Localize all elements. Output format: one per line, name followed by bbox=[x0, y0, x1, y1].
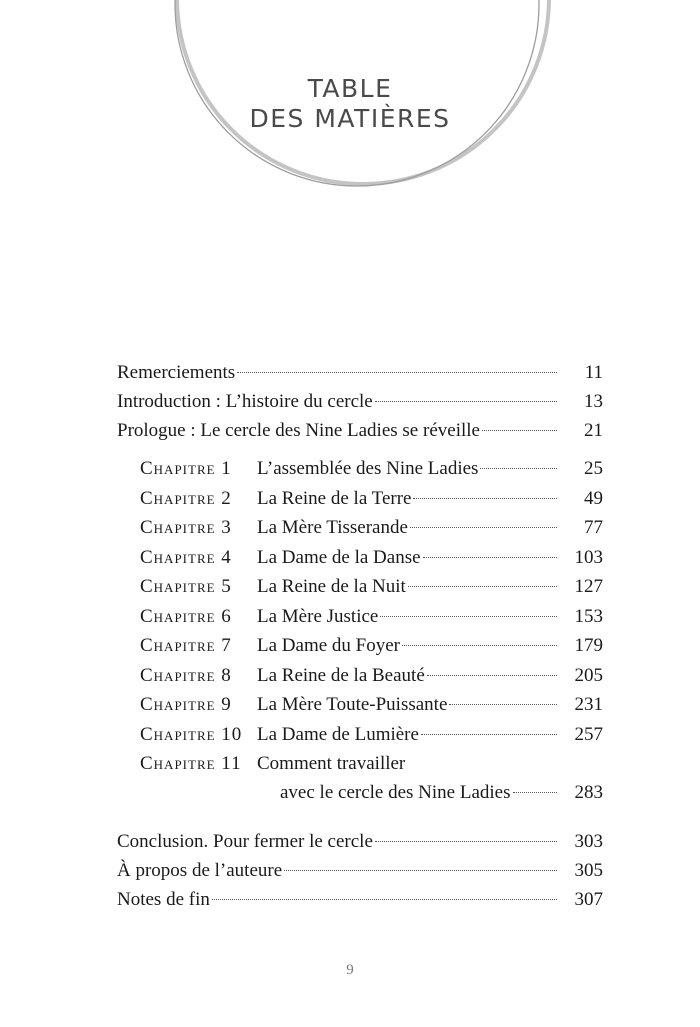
chapter-title: La Reine de la Terre bbox=[257, 487, 412, 509]
dot-leader bbox=[513, 792, 557, 793]
chapter-number: Chapitre 4 bbox=[140, 546, 232, 568]
chapter-title: La Dame de Lumière bbox=[257, 723, 419, 745]
chapter-title: La Reine de la Nuit bbox=[257, 576, 406, 597]
front-matter-list bbox=[117, 358, 603, 445]
page-number: 9 bbox=[346, 962, 354, 978]
toc-entry[interactable] bbox=[117, 827, 603, 856]
chapter-title: La Mère Toute-Puissante bbox=[257, 694, 448, 715]
chapter-page: 103 bbox=[574, 546, 603, 568]
chapter-page: 25 bbox=[584, 458, 603, 479]
chapter-page: 153 bbox=[574, 605, 603, 627]
chapter-title: L’assemblée des Nine Ladies bbox=[257, 458, 479, 479]
entry-page: 303 bbox=[574, 831, 603, 852]
chapter-title-line-2: avec le cercle des Nine Ladies bbox=[280, 782, 511, 803]
toc-entry[interactable] bbox=[117, 387, 603, 416]
dot-leader bbox=[284, 870, 557, 871]
chapter-11-line-2 bbox=[140, 778, 603, 807]
back-matter-list bbox=[117, 827, 603, 914]
toc-entry[interactable] bbox=[117, 885, 603, 914]
dot-leader bbox=[402, 645, 557, 646]
chapter-page: 49 bbox=[584, 487, 603, 509]
entry-page: 13 bbox=[584, 391, 603, 412]
chapter-title: La Mère Justice bbox=[257, 605, 379, 627]
chapter-number: Chapitre 2 bbox=[140, 487, 232, 509]
dot-leader bbox=[480, 468, 557, 469]
chapter-11-line-1 bbox=[140, 749, 603, 778]
entry-label: Prologue : Le cercle des Nine Ladies se réveille bbox=[117, 420, 480, 441]
entry-page: 11 bbox=[584, 362, 603, 383]
chapter-title-line-1: Comment travailler bbox=[257, 753, 406, 774]
chapter-entry-11[interactable] bbox=[117, 749, 603, 807]
chapter-title: La Dame de la Danse bbox=[257, 546, 421, 568]
title-line-2: DES MATIÈRES bbox=[249, 104, 451, 133]
dot-leader bbox=[380, 616, 557, 617]
dot-leader bbox=[237, 372, 557, 373]
chapter-number: Chapitre 5 bbox=[140, 576, 232, 597]
chapter-number: Chapitre 1 bbox=[140, 458, 232, 479]
toc-entry[interactable] bbox=[117, 856, 603, 885]
chapter-entry[interactable] bbox=[117, 454, 603, 484]
dot-leader bbox=[421, 734, 557, 735]
dot-leader bbox=[482, 430, 557, 431]
dot-leader bbox=[423, 557, 557, 558]
chapter-number: Chapitre 11 bbox=[140, 753, 242, 774]
entry-page: 305 bbox=[574, 860, 603, 881]
chapter-entry[interactable] bbox=[117, 513, 603, 543]
chapter-entry[interactable] bbox=[117, 661, 603, 691]
title-line-1: TABLE bbox=[307, 74, 393, 103]
chapter-number: Chapitre 9 bbox=[140, 694, 232, 715]
chapter-title: La Mère Tisserande bbox=[257, 517, 408, 538]
entry-label: Notes de fin bbox=[117, 889, 210, 910]
chapter-number: Chapitre 6 bbox=[140, 605, 232, 627]
entry-page: 307 bbox=[574, 889, 603, 910]
entry-label: À propos de l’auteure bbox=[117, 860, 283, 881]
toc-entry[interactable] bbox=[117, 358, 603, 387]
dot-leader bbox=[449, 704, 557, 705]
dot-leader bbox=[413, 498, 557, 499]
chapter-entry[interactable] bbox=[117, 602, 603, 632]
chapter-number: Chapitre 3 bbox=[140, 517, 232, 538]
chapter-title: La Dame du Foyer bbox=[257, 635, 400, 656]
chapter-entry[interactable] bbox=[117, 720, 603, 750]
entry-page: 21 bbox=[584, 420, 603, 441]
chapter-page: 77 bbox=[584, 517, 603, 538]
chapter-entry[interactable] bbox=[117, 572, 603, 602]
chapter-entry[interactable] bbox=[117, 484, 603, 514]
entry-label: Remerciements bbox=[117, 362, 236, 383]
chapter-title: La Reine de la Beauté bbox=[257, 664, 425, 686]
dot-leader bbox=[375, 841, 557, 842]
dot-leader bbox=[212, 899, 557, 900]
dot-leader bbox=[375, 401, 557, 402]
chapter-page: 283 bbox=[574, 782, 603, 803]
chapter-number: Chapitre 8 bbox=[140, 664, 232, 686]
toc-entry[interactable] bbox=[117, 416, 603, 445]
chapter-list bbox=[117, 454, 603, 807]
chapter-page: 179 bbox=[574, 635, 603, 656]
entry-label: Conclusion. Pour fermer le cercle bbox=[117, 831, 373, 852]
chapter-page: 257 bbox=[574, 723, 603, 745]
dot-leader bbox=[427, 675, 557, 676]
table-of-contents bbox=[117, 358, 603, 914]
chapter-page: 231 bbox=[574, 694, 603, 715]
chapter-entry[interactable] bbox=[117, 543, 603, 573]
dot-leader bbox=[410, 527, 557, 528]
entry-label: Introduction : L’histoire du cercle bbox=[117, 391, 373, 412]
chapter-entry[interactable] bbox=[117, 631, 603, 661]
chapter-number: Chapitre 10 bbox=[140, 723, 243, 745]
dot-leader bbox=[408, 586, 557, 587]
chapter-entry[interactable] bbox=[117, 690, 603, 720]
chapter-number: Chapitre 7 bbox=[140, 635, 232, 656]
chapter-page: 127 bbox=[574, 576, 603, 597]
chapter-page: 205 bbox=[574, 664, 603, 686]
page-title bbox=[0, 74, 700, 134]
